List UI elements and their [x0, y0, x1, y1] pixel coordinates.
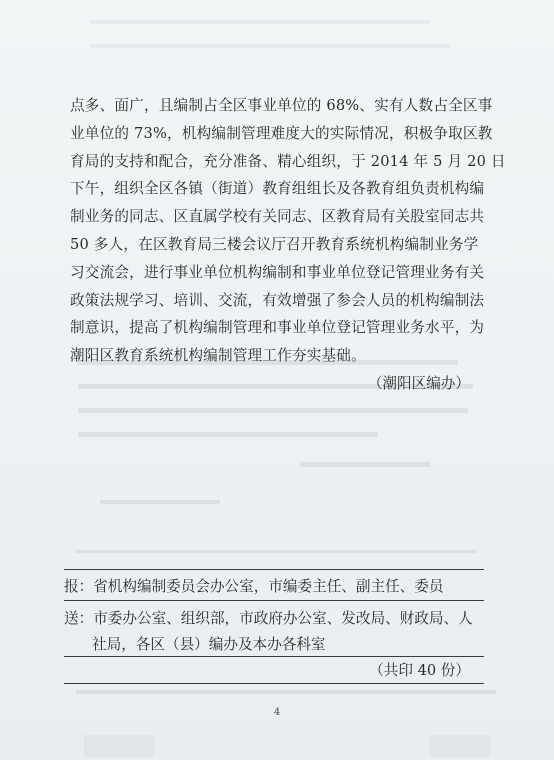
body-line: 业单位的 73%，机构编制管理难度大的实际情况，积极争取区教: [70, 124, 493, 142]
issuer-signature: （潮阳区编办）: [367, 375, 470, 392]
body-line: 习交流会，进行事业单位机构编制和事业单位登记管理业务有关: [70, 263, 485, 281]
body-line: 制意识，提高了机构编制管理和事业单位登记管理业务水平，为: [70, 319, 485, 337]
send-to-block: [64, 606, 473, 658]
body-line: 育局的支持和配合，充分准备、精心组织，于 2014 年 5 月 20 日: [70, 152, 506, 170]
distribution-top-rule: [64, 569, 484, 570]
body-paragraph: [70, 92, 506, 370]
distribution-bottom-rule: [64, 656, 484, 657]
send-to-line-continued: 社局，各区（县）编办及本办各科室: [92, 636, 326, 653]
body-line: 政策法规学习、培训、交流，有效增强了参会人员的机构编制法: [70, 291, 485, 309]
body-line: 点多、面广，且编制占全区事业单位的 68%、实有人数占全区事: [70, 97, 493, 114]
body-line: 50 多人，在区教育局三楼会议厅召开教育系统机构编制业务学: [70, 235, 479, 253]
body-line: 制业务的同志、区直属学校有关同志、区教育局有关股室同志共: [70, 208, 485, 226]
send-to-line: 送：市委办公室、组织部，市政府办公室、发改局、财政局、人: [64, 610, 473, 627]
body-line: 潮阳区教育系统机构编制管理工作夯实基础。: [70, 347, 366, 365]
body-line: 下午，组织全区各镇（街道）教育组组长及各教育组负责机构编: [70, 180, 485, 198]
report-to-line: 报：省机构编制委员会办公室，市编委主任、副主任、委员: [64, 578, 444, 595]
print-copies: （共印 40 份）: [369, 662, 470, 679]
page-number: 4: [273, 707, 281, 718]
copies-bottom-rule: [64, 683, 484, 684]
distribution-middle-rule: [64, 600, 484, 601]
